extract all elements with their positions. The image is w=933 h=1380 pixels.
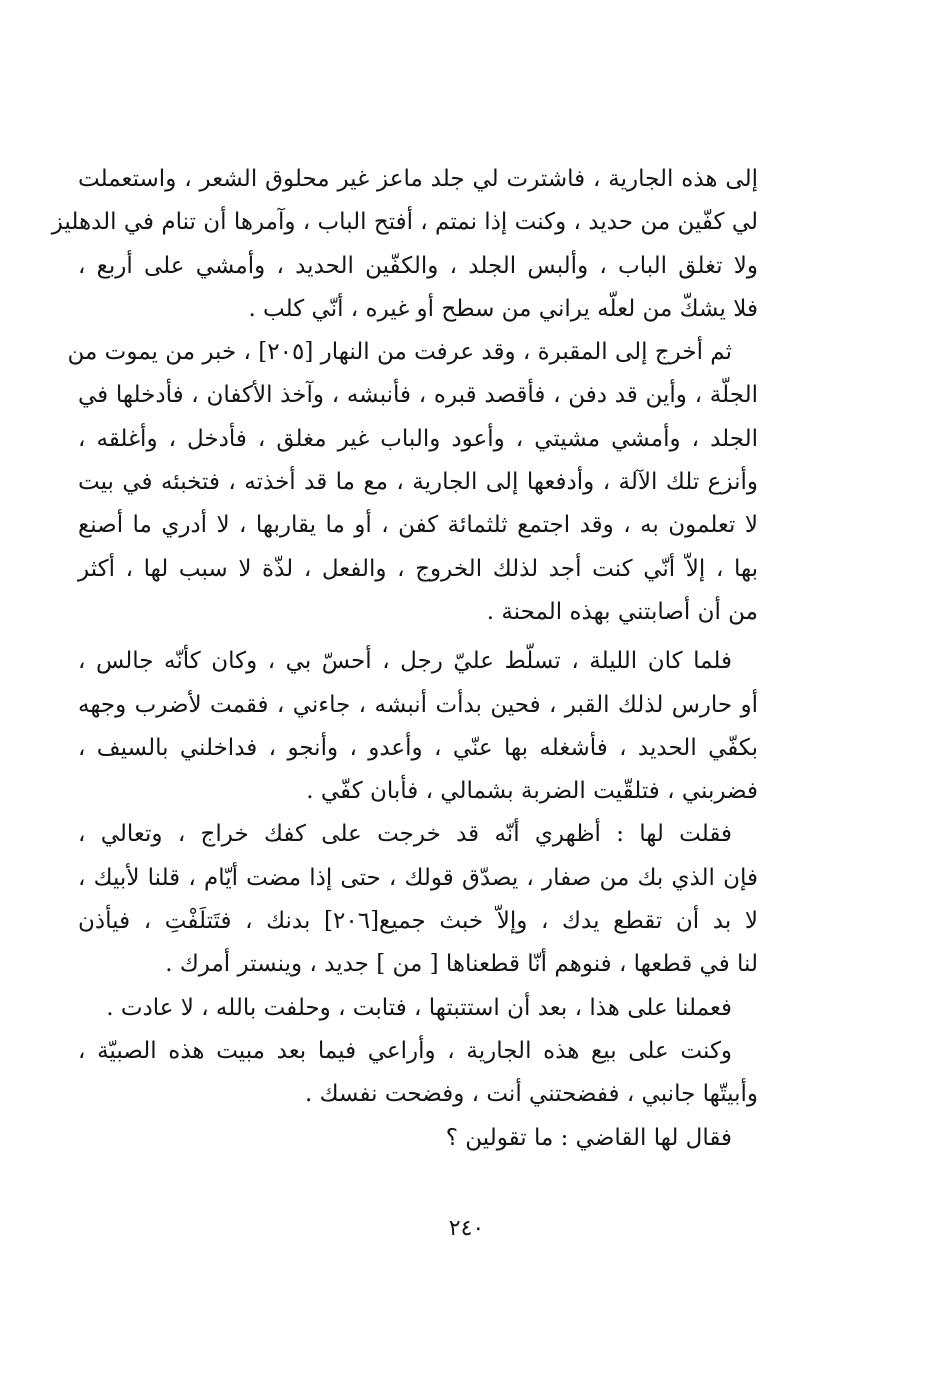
text-line: بها ، إلاّ أنّي كنت أجد لذلك الخروج ، والفعل ، لذّة لا سبب لها ، أكثر (78, 555, 758, 582)
text-line: فلما كان الليلة ، تسلّط عليّ رجل ، أحسّ بي ، وكان كأنّه جالس ، (78, 648, 732, 675)
text-line: وأبيتّها جانبي ، ففضحتني أنت ، وفضحت نفسك . (304, 1081, 758, 1108)
paragraph-6 (78, 1030, 758, 1117)
text-line: فقلت لها : أظهري أنّه قد خرجت على كفك خراج ، وتعالي ، (78, 821, 732, 848)
text-line: فعملنا على هذا ، بعد أن استتبتها ، فتابت ، وحلفت بالله ، لا عادت . (106, 994, 732, 1021)
text-line: وأنزع تلك الآلة ، وأدفعها إلى الجارية ، مع ما قد أخذته ، فتخبئه في بيت (78, 469, 758, 496)
paragraph-5 (78, 987, 758, 1030)
page-body (51, 158, 759, 1160)
text-line: لي كفّين من حديد ، وكنت إذا نمتم ، أفتح الباب ، وآمرها أن تنام في الدهليز (51, 209, 758, 236)
text-line: فإن الذي بك من صفار ، يصدّق قولك ، حتى إذا مضت أيّام ، قلنا لأبيك ، (78, 864, 758, 891)
page-number: ٢٤٠ (448, 1216, 485, 1241)
paragraph-2 (67, 331, 758, 634)
paragraph-3 (78, 640, 758, 813)
text-line: الجلد ، وأمشي مشيتي ، وأعود والباب غير مغلق ، فأدخل ، وأغلقه ، (78, 425, 758, 452)
text-line: فلا يشكّ من لعلّه يراني من سطح أو غيره ، أنّي كلب . (248, 295, 758, 322)
paragraph-1 (51, 158, 758, 331)
text-line: لنا في قطعها ، فنوهم أنّا قطعناها [ من ] جديد ، وينستر أمرك . (165, 951, 758, 978)
paragraph-4 (78, 813, 758, 986)
text-line: أو حارس لذلك القبر ، فحين بدأت أنبشه ، جاءني ، فقمت لأضرب وجهه (78, 691, 758, 718)
text-line: فقال لها القاضي : ما تقولين ؟ (445, 1124, 732, 1151)
text-line: ولا تغلق الباب ، وألبس الجلد ، والكفّين الحديد ، وأمشي على أربع ، (78, 252, 758, 279)
text-line: لا تعلمون به ، وقد اجتمع ثلثمائة كفن ، أو ما يقاربها ، لا أدري ما أصنع (78, 512, 758, 539)
text-line: إلى هذه الجارية ، فاشترت لي جلد ماعز غير محلوق الشعر ، واستعملت (78, 166, 758, 192)
text-line: وكنت على بيع هذه الجارية ، وأراعي فيما بعد مبيت هذه الصبيّة ، (78, 1037, 732, 1064)
text-line: لا بد أن تقطع يدك ، وإلاّ خبث جميع[٢٠٦] بدنك ، فتَتلَفْتِ ، فيأذن (78, 908, 759, 935)
text-line: بكفّي الحديد ، فأشغله بها عنّي ، وأعدو ، وأنجو ، فداخلني بالسيف ، (78, 734, 758, 761)
text-line: فضربني ، فتلقّيت الضربة بشمالي ، فأبان كفّي . (306, 778, 758, 805)
text-line: الجلّة ، وأين قد دفن ، فأقصد قبره ، فأنبشه ، وآخذ الأكفان ، فأدخلها في (78, 382, 758, 409)
paragraph-7 (78, 1117, 758, 1160)
text-line: من أن أصابتني بهذه المحنة . (486, 598, 758, 625)
text-line: ثم أخرج إلى المقبرة ، وقد عرفت من النهار [٢٠٥] ، خبر من يموت من (67, 339, 732, 366)
